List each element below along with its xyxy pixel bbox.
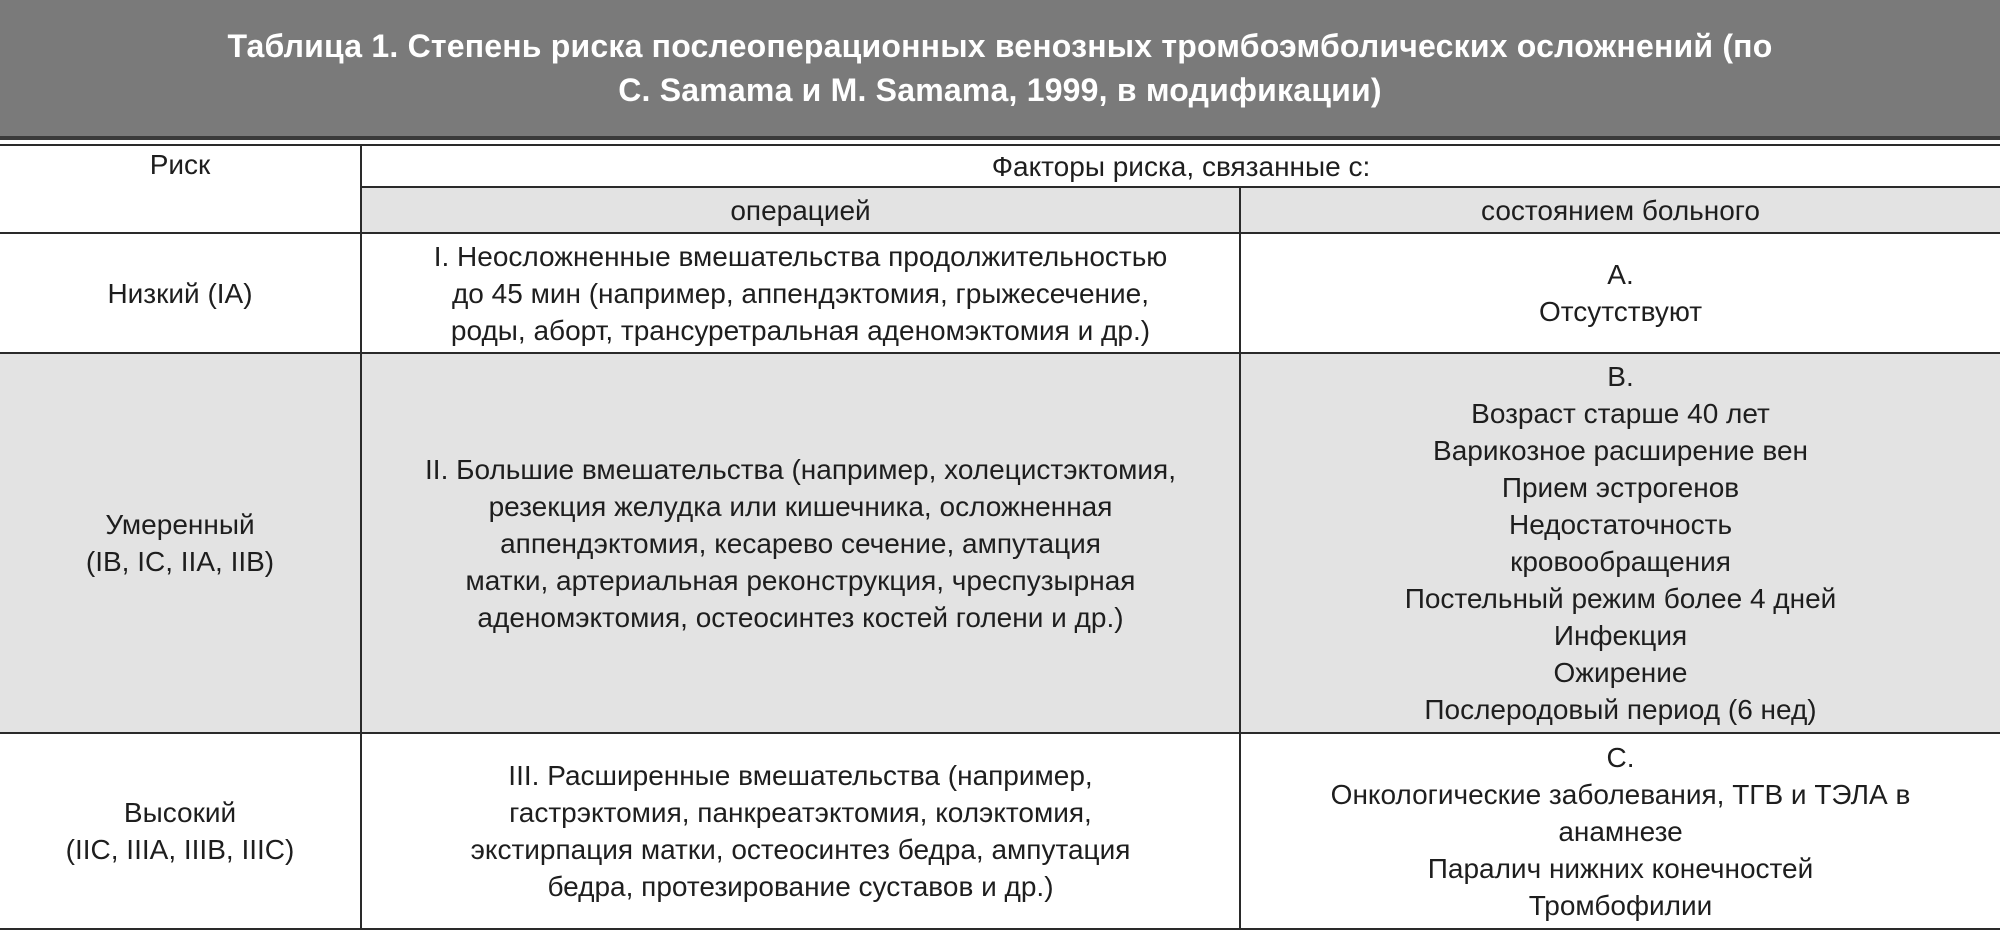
- patient-line: Возраст старше 40 лет: [1471, 398, 1770, 429]
- header-risk: [0, 145, 361, 233]
- patient-line: A.: [1607, 259, 1634, 290]
- operation-line: резекция желудка или кишечника, осложненная: [488, 490, 1113, 522]
- table-row-high: [0, 733, 2000, 929]
- operation-cell: [361, 353, 1240, 733]
- table-row-low: [0, 233, 2000, 353]
- patient-line: Прием эстрогенов: [1501, 472, 1740, 503]
- patient-cell: [1240, 233, 2000, 353]
- patient-line: Онкологические заболевания, ТГВ и ТЭЛА в: [1330, 778, 1911, 810]
- risk-cell: [0, 233, 361, 353]
- operation-cell: [361, 233, 1240, 353]
- risk-line: (IIC, IIIA, IIIB, IIIC): [65, 834, 295, 865]
- patient-cell: [1240, 733, 2000, 929]
- operation-line: матки, артериальная реконструкция, чреспузырная: [465, 564, 1136, 596]
- patient-line: Тромбофилии: [1528, 889, 1713, 921]
- table-title-line-2: C. Samama и M. Samama, 1999, в модификации): [618, 72, 1382, 108]
- risk-line: Высокий: [123, 797, 237, 828]
- patient-line: кровообращения: [1510, 546, 1731, 577]
- patient-line: Отсутствуют: [1538, 296, 1703, 327]
- header-factors-label: Факторы риска, связанные с:: [991, 150, 1371, 182]
- operation-line: гастрэктомия, панкреатэктомия, колэктомия,: [509, 797, 1092, 828]
- patient-line: Инфекция: [1553, 620, 1688, 651]
- operation-line: роды, аборт, трансуретральная аденомэктомия и др.): [450, 314, 1151, 346]
- patient-line: анамнезе: [1558, 815, 1683, 847]
- header-risk-label: Риск: [149, 149, 211, 180]
- patient-line: Паралич нижних конечностей: [1427, 852, 1814, 884]
- header-row-1: [0, 145, 2000, 187]
- title-bar: [0, 0, 2000, 140]
- operation-line: II. Большие вмешательства (например, холецистэктомия,: [425, 453, 1176, 485]
- patient-line: Недостаточность: [1508, 509, 1733, 540]
- operation-line: I. Неосложненные вмешательства продолжительностью: [433, 240, 1168, 272]
- header-patient: [1240, 187, 2000, 233]
- patient-line: B.: [1607, 361, 1634, 392]
- risk-cell: [0, 353, 361, 733]
- patient-line: Варикозное расширение вен: [1433, 435, 1808, 466]
- table-row-moderate: [0, 353, 2000, 733]
- patient-line: Ожирение: [1553, 657, 1688, 688]
- operation-line: бедра, протезирование суставов и др.): [547, 871, 1054, 902]
- patient-line: Послеродовый период (6 нед): [1424, 694, 1817, 725]
- header-operation: [361, 187, 1240, 233]
- patient-cell: [1240, 353, 2000, 733]
- operation-line: аппендэктомия, кесарево сечение, ампутация: [500, 527, 1101, 559]
- risk-cell: [0, 733, 361, 929]
- risk-line: Умеренный: [105, 509, 255, 540]
- table-title: [50, 24, 1950, 112]
- header-factors: [361, 145, 2000, 187]
- patient-line: Постельный режим более 4 дней: [1404, 583, 1837, 614]
- operation-line: аденомэктомия, остеосинтез костей голени и др.): [477, 601, 1124, 633]
- header-patient-label: состоянием больного: [1481, 194, 1760, 226]
- risk-line: (IB, IC, IIA, IIB): [85, 546, 275, 577]
- table-title-line-1: Таблица 1. Степень риска послеоперационных венозных тромбоэмболических осложнений (по: [227, 28, 1773, 64]
- risk-table: [0, 144, 2000, 930]
- operation-line: экстирпация матки, остеосинтез бедра, ампутация: [470, 834, 1131, 865]
- header-operation-label: операцией: [730, 194, 871, 226]
- operation-line: III. Расширенные вмешательства (например,: [508, 760, 1093, 791]
- operation-cell: [361, 733, 1240, 929]
- operation-line: до 45 мин (например, аппендэктомия, грыжесечение,: [451, 277, 1150, 309]
- risk-line: Низкий (IA): [107, 277, 253, 309]
- patient-line: C.: [1606, 741, 1635, 773]
